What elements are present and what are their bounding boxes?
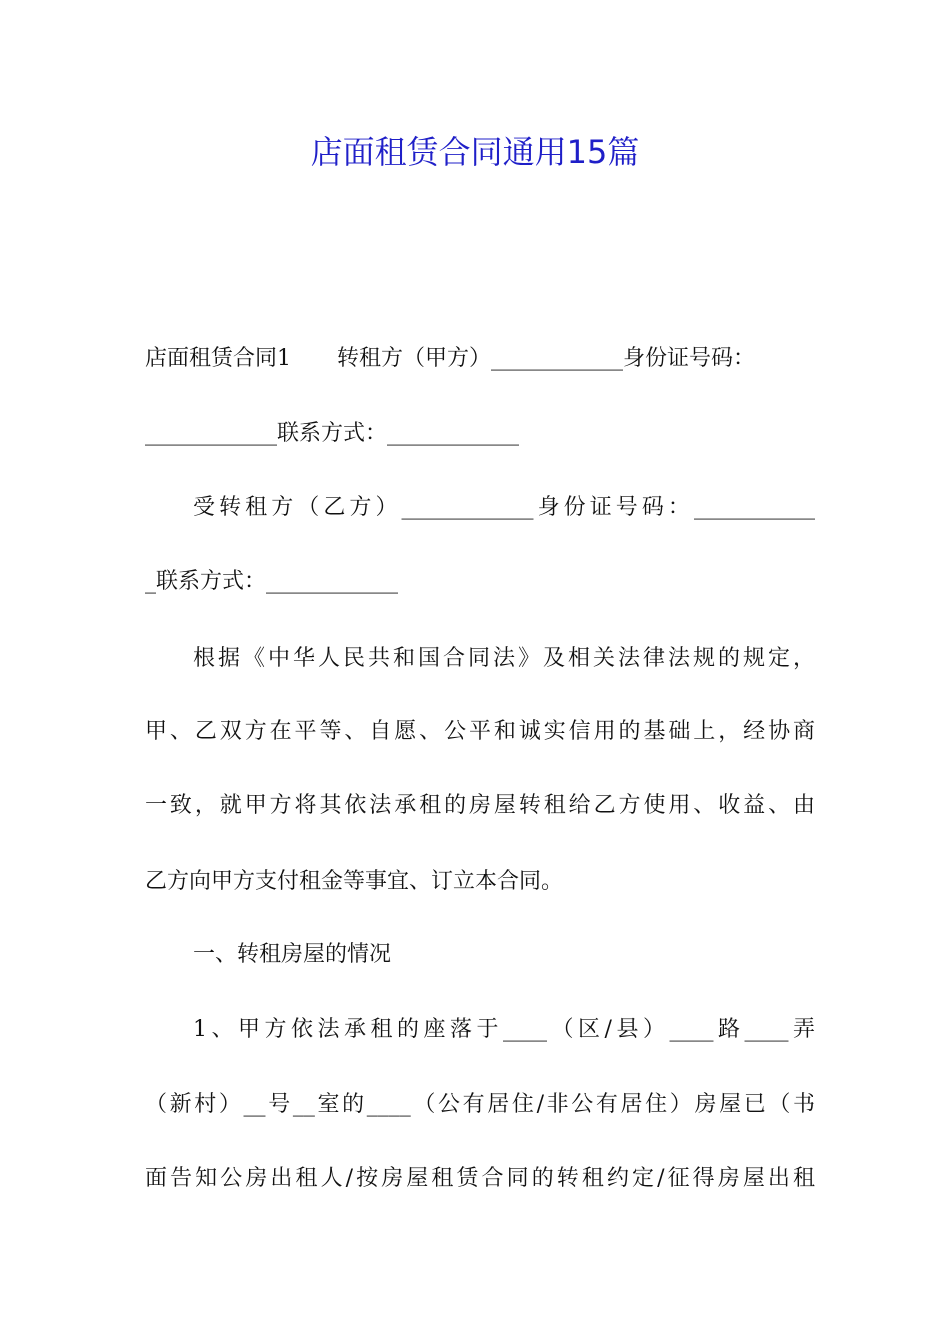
paragraph-line-12: 面告知公房出租人/按房屋租赁合同的转租约定/征得房屋出租 xyxy=(145,1166,815,1191)
paragraph-line-10: 1、甲方依法承租的座落于____（区/县）____路____弄 xyxy=(193,1017,815,1042)
paragraph-line-1 xyxy=(145,341,815,377)
contract-number-label: 店面租赁合同1 xyxy=(145,346,291,371)
paragraph-line-6: 甲、乙双方在平等、自愿、公平和诚实信用的基础上，经协商 xyxy=(145,719,815,744)
paragraph-line-11: （新村）__号__室的____（公有居住/非公有居住）房屋已（书 xyxy=(145,1092,815,1117)
paragraph-line-7: 一致，就甲方将其依法承租的房屋转租给乙方使用、收益、由 xyxy=(145,793,815,818)
paragraph-line-2: ____________联系方式：____________ xyxy=(145,421,520,446)
section-heading: 一、转租房屋的情况 xyxy=(193,942,392,967)
sublessor-line: 转租方（甲方）____________身份证号码： xyxy=(337,346,756,371)
paragraph-line-8: 乙方向甲方支付租金等事宜、订立本合同。 xyxy=(145,869,564,894)
paragraph-line-4: _联系方式：____________ xyxy=(145,569,399,594)
paragraph-line-5: 根据《中华人民共和国合同法》及相关法律法规的规定， xyxy=(193,646,815,671)
paragraph-line-3: 受转租方（乙方）____________身份证号码：___________ xyxy=(193,495,815,520)
document-title: 店面租赁合同通用15篇 xyxy=(310,133,640,171)
